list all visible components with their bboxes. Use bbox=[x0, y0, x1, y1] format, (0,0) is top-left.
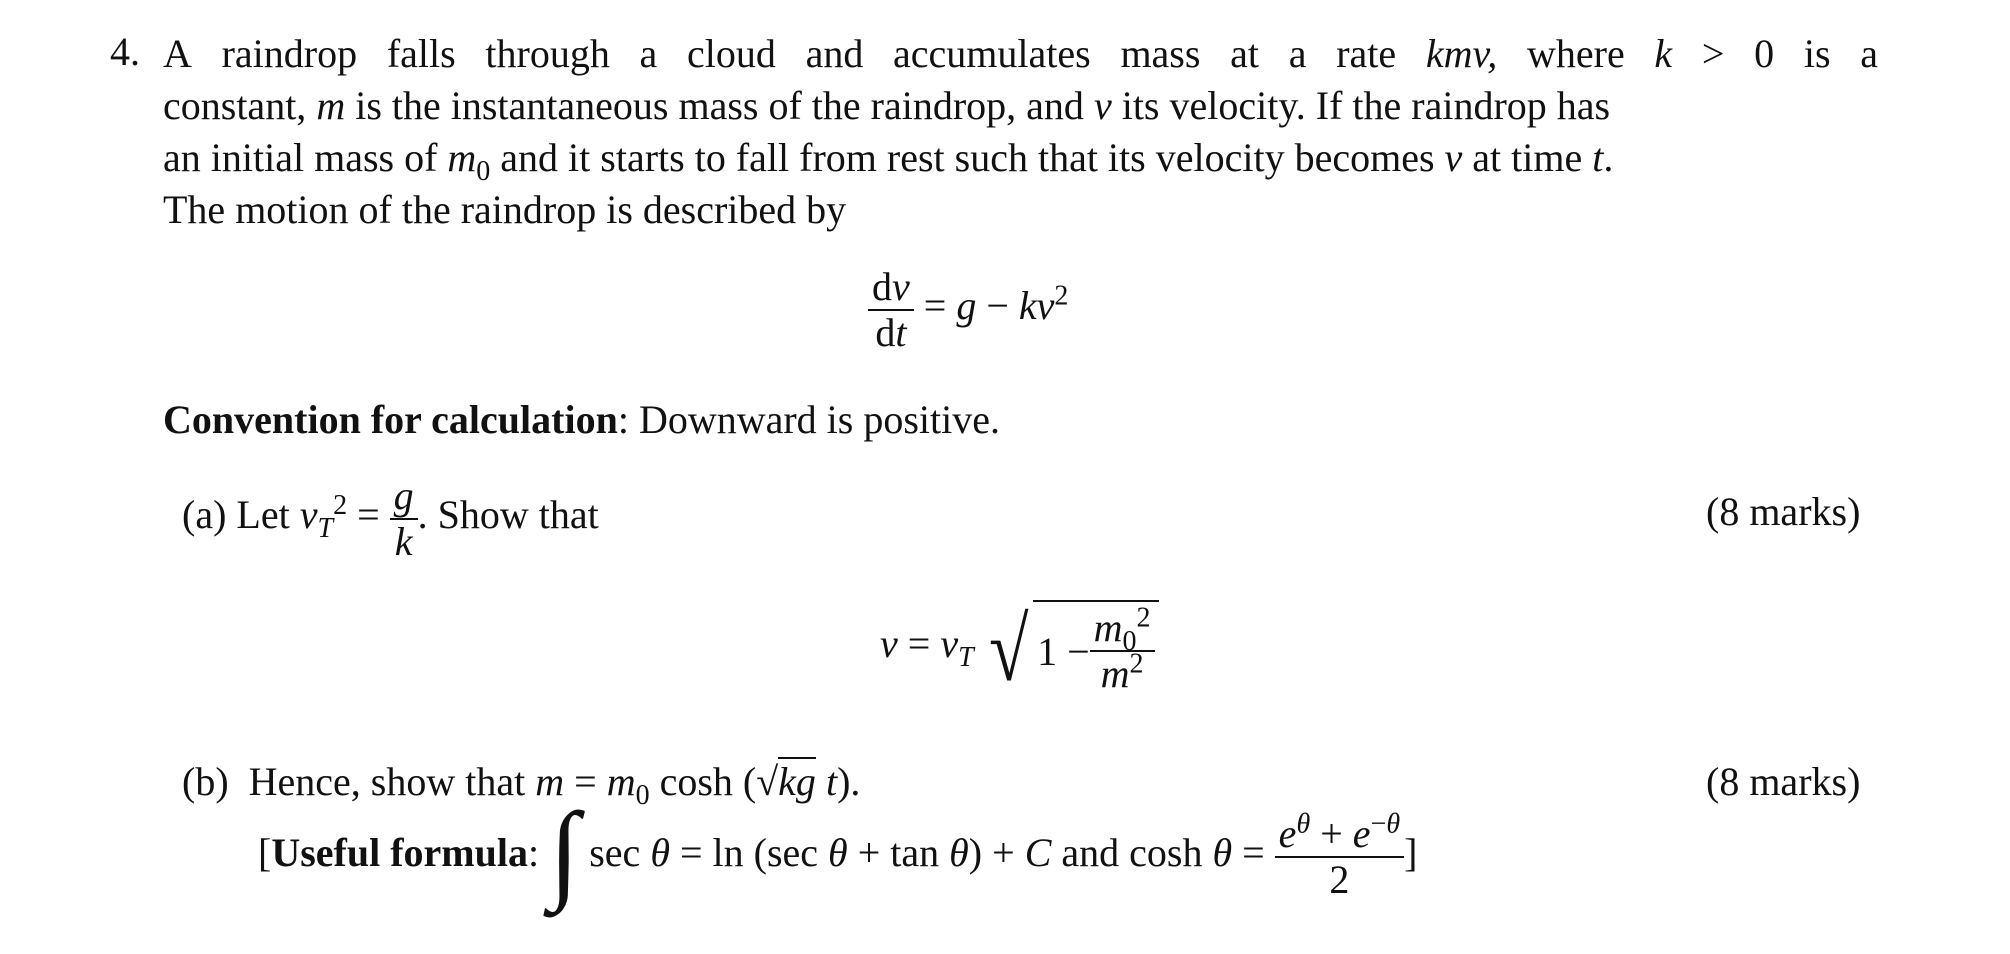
part-a: (a) Let $v_T^2$ = $\frac{g}{k}$ . Show that bbox=[182, 473, 599, 564]
convention-text: : Downward is positive. bbox=[617, 397, 1001, 442]
part-a-label: (a) bbox=[182, 492, 227, 538]
question-number: 4. bbox=[110, 29, 140, 74]
eq1-numerator: dv bbox=[868, 265, 914, 311]
sqrt-symbol: √ 1 − $\frac{m_0^2}{m^2}$ bbox=[984, 600, 1159, 696]
useful-formula: [Useful formula: ∫ sec θ = ln (sec θ + tan θ) + C and cosh θ = $\frac{e^\theta + e^{-\theta}}{2}$ ] bbox=[258, 790, 1418, 912]
part-a-let: Let bbox=[236, 492, 290, 538]
question-line-4: The motion of the raindrop is described by bbox=[163, 187, 847, 232]
question-line-2: constant, m is the instantaneous mass of the raindrop, and v its velocity. If the raindrop has bbox=[163, 83, 1611, 128]
equation-part-a: $v = v_T$ √ 1 − $\frac{m_0^2}{m^2}$ bbox=[880, 600, 1159, 696]
part-b-label: (b) bbox=[182, 759, 229, 804]
useful-label: Useful formula bbox=[271, 830, 528, 876]
equation-motion: $\frac{dv}{dt}$ = $g - kv^2$ bbox=[868, 265, 1068, 355]
part-a-marks: (8 marks) bbox=[1706, 489, 1861, 534]
part-a-show: Show that bbox=[437, 492, 599, 538]
convention-line bbox=[163, 396, 1000, 443]
eq1-denominator: dt bbox=[875, 310, 907, 355]
integral-symbol: ∫ bbox=[549, 790, 580, 912]
part-b: (b) Hence, show that $m = m_0$ cosh (√kg t). bbox=[182, 759, 861, 811]
part-b-marks: (8 marks) bbox=[1706, 759, 1861, 804]
convention-label: Convention for calculation bbox=[163, 397, 618, 442]
question-line-1: A raindrop falls through a cloud and accumulates mass at a rate kmv, where k > 0 is a bbox=[163, 31, 1878, 76]
question-line-3: an initial mass of $m_0$ and it starts to fall from rest such that its velocity becomes v at time t. bbox=[163, 135, 1614, 187]
